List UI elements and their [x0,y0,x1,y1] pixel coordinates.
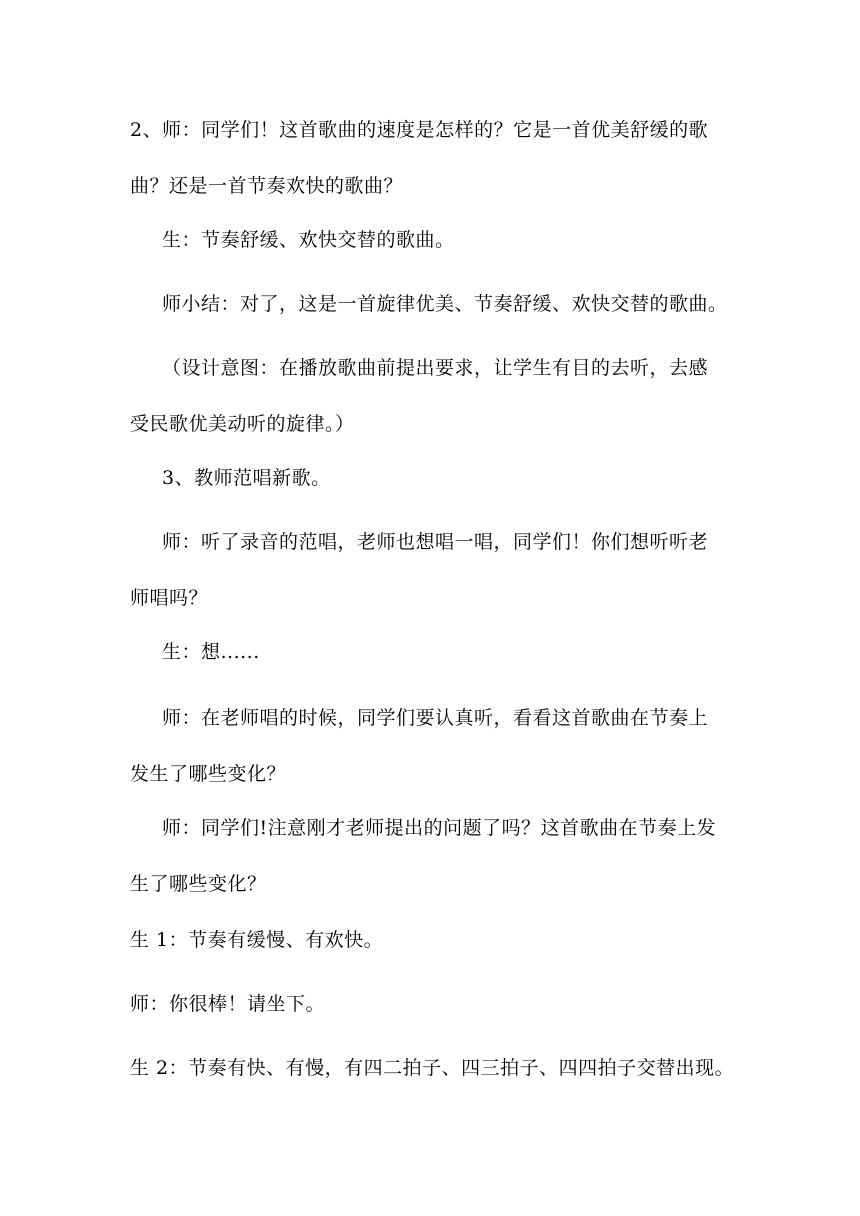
paragraph-7 [130,624,740,680]
paragraph-4 [130,340,740,452]
paragraph-9 [130,800,740,912]
paragraph-6 [130,514,740,626]
text-line: 2、师：同学们！这首歌曲的速度是怎样的？它是一首优美舒缓的歌 [130,119,709,141]
text-line: （设计意图：在播放歌曲前提出要求，让学生有目的去听，去感 [162,357,709,379]
paragraph-1 [130,102,740,214]
text-line: 师小结：对了，这是一首旋律优美、节奏舒缓、欢快交替的歌曲。 [162,293,728,315]
text-line: 生 1：节奏有缓慢、有欢快。 [130,929,384,951]
text-line: 师：你很棒！请坐下。 [130,993,326,1015]
paragraph-10 [130,912,740,968]
text-line: 生 2：节奏有快、有慢，有四二拍子、四三拍子、四四拍子交替出现。 [130,1057,735,1079]
paragraph-11 [130,976,740,1032]
text-line: 师：同学们!注意刚才老师提出的问题了吗？这首歌曲在节奏上发 [162,817,717,839]
text-line: 受民歌优美动听的旋律。） [130,413,355,435]
paragraph-12 [130,1040,740,1096]
text-line: 生了哪些变化？ [130,873,267,895]
text-line: 3、教师范唱新歌。 [162,467,331,489]
text-line: 师：听了录音的范唱，老师也想唱一唱，同学们！你们想听听老 [162,531,709,553]
text-line: 发生了哪些变化？ [130,763,287,785]
paragraph-8 [130,690,740,802]
text-line: 师：在老师唱的时候，同学们要认真听，看看这首歌曲在节奏上 [162,707,709,729]
paragraph-3 [130,276,740,332]
text-line: 生：节奏舒缓、欢快交替的歌曲。 [162,229,455,251]
text-line: 师唱吗？ [130,587,209,609]
text-line: 生：想...... [162,641,260,663]
paragraph-2 [130,212,740,268]
paragraph-5 [130,450,740,506]
text-line: 曲？还是一首节奏欢快的歌曲？ [130,175,404,197]
